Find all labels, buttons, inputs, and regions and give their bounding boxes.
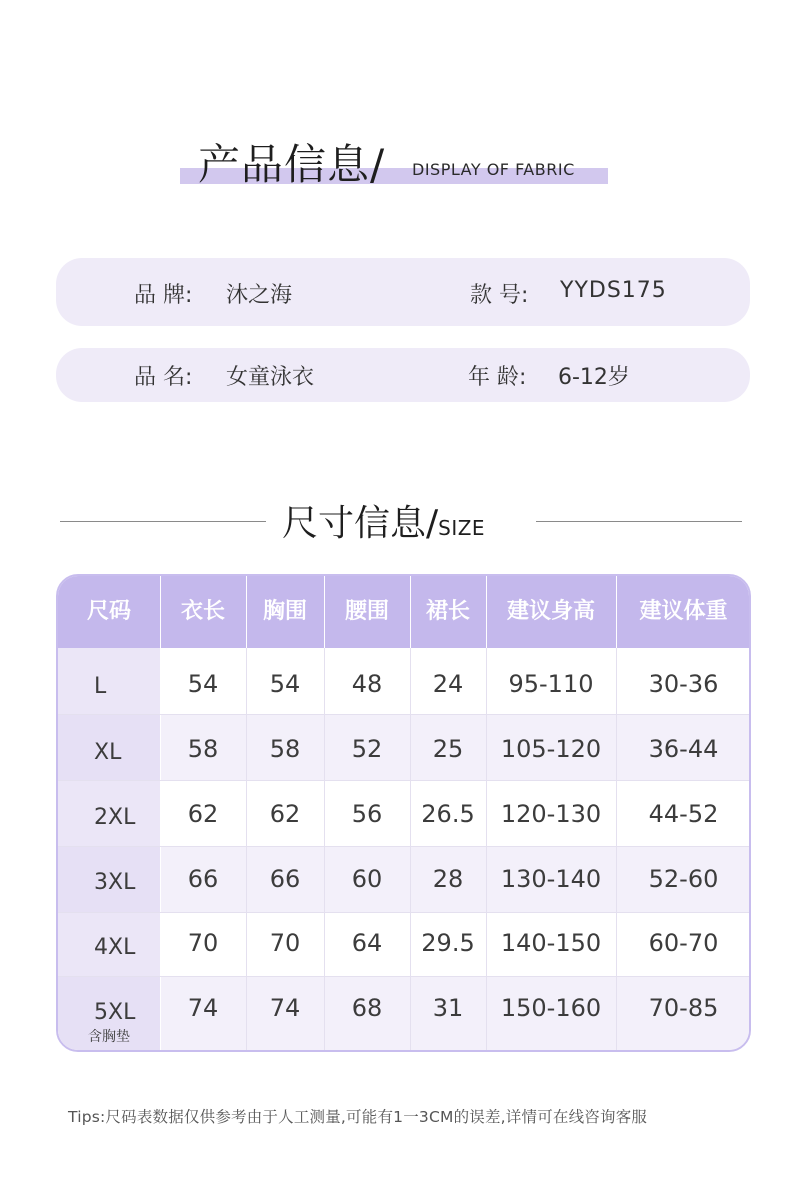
style-no-label: 款 号: bbox=[470, 283, 529, 308]
info-row-name bbox=[56, 348, 750, 402]
cell-waist: 60 bbox=[351, 865, 383, 893]
grid-vline bbox=[616, 576, 617, 648]
cell-skirt: 26.5 bbox=[421, 800, 475, 828]
cell-chest: 70 bbox=[269, 929, 301, 957]
grid-hline bbox=[58, 714, 749, 715]
cell-height: 105-120 bbox=[500, 735, 602, 763]
cell-weight: 52-60 bbox=[648, 865, 719, 893]
tips-note: Tips:尺码表数据仅供参考由于人工测量,可能有1一3CM的误差,详情可在线咨询客服 bbox=[68, 1108, 648, 1126]
cell-waist: 48 bbox=[351, 670, 383, 698]
cell-weight: 70-85 bbox=[648, 994, 719, 1022]
size-info-subtitle: SIZE bbox=[438, 516, 486, 540]
grid-vline bbox=[246, 576, 247, 648]
brand-label: 品 牌: bbox=[134, 283, 193, 308]
grid-hline bbox=[58, 846, 749, 847]
info-row-brand bbox=[56, 258, 750, 326]
size-2XL: 2XL bbox=[94, 805, 136, 830]
header-chest: 胸围 bbox=[262, 599, 307, 624]
cell-skirt: 28 bbox=[432, 865, 464, 893]
cell-height: 95-110 bbox=[508, 670, 594, 698]
cell-height: 130-140 bbox=[500, 865, 602, 893]
grid-vline bbox=[486, 576, 487, 648]
cell-chest: 54 bbox=[269, 670, 301, 698]
cell-length: 74 bbox=[187, 994, 219, 1022]
grid-hline bbox=[58, 976, 749, 977]
cell-waist: 52 bbox=[351, 735, 383, 763]
grid-hline bbox=[58, 912, 749, 913]
grid-hline bbox=[58, 780, 749, 781]
grid-vline bbox=[410, 576, 411, 648]
cell-chest: 62 bbox=[269, 800, 301, 828]
product-info-heading bbox=[180, 128, 610, 188]
cell-height: 120-130 bbox=[500, 800, 602, 828]
age-value: 6-12岁 bbox=[558, 365, 630, 390]
cell-length: 70 bbox=[187, 929, 219, 957]
size-info-title bbox=[282, 495, 485, 546]
size-L: L bbox=[94, 674, 107, 699]
size-cell-bg bbox=[58, 648, 160, 714]
header-skirt-length: 裙长 bbox=[425, 599, 470, 624]
grid-vline bbox=[616, 648, 617, 1052]
cell-length: 58 bbox=[187, 735, 219, 763]
size-table bbox=[56, 574, 751, 1052]
size-note: 含胸垫 bbox=[88, 1029, 130, 1045]
age-label: 年 龄: bbox=[468, 365, 527, 390]
size-4XL: 4XL bbox=[94, 935, 136, 960]
product-name-value: 女童泳衣 bbox=[226, 365, 315, 390]
header-length: 衣长 bbox=[180, 599, 225, 624]
cell-skirt: 29.5 bbox=[421, 929, 475, 957]
cell-length: 54 bbox=[187, 670, 219, 698]
divider-left bbox=[60, 521, 266, 522]
size-info-title-text: 尺寸信息/ bbox=[282, 503, 439, 544]
grid-vline bbox=[410, 648, 411, 1052]
cell-height: 140-150 bbox=[500, 929, 602, 957]
header-weight: 建议体重 bbox=[639, 599, 728, 624]
cell-weight: 30-36 bbox=[648, 670, 719, 698]
size-info-heading bbox=[0, 495, 790, 545]
cell-chest: 74 bbox=[269, 994, 301, 1022]
divider-right bbox=[536, 521, 742, 522]
grid-vline bbox=[486, 648, 487, 1052]
cell-chest: 66 bbox=[269, 865, 301, 893]
cell-length: 62 bbox=[187, 800, 219, 828]
size-5XL: 5XL bbox=[94, 1000, 136, 1025]
size-3XL: 3XL bbox=[94, 870, 136, 895]
cell-waist: 64 bbox=[351, 929, 383, 957]
cell-waist: 68 bbox=[351, 994, 383, 1022]
cell-skirt: 24 bbox=[432, 670, 464, 698]
brand-value: 沐之海 bbox=[226, 283, 293, 308]
cell-skirt: 31 bbox=[432, 994, 464, 1022]
size-XL: XL bbox=[94, 740, 122, 765]
cell-waist: 56 bbox=[351, 800, 383, 828]
cell-weight: 60-70 bbox=[648, 929, 719, 957]
cell-weight: 36-44 bbox=[648, 735, 719, 763]
cell-length: 66 bbox=[187, 865, 219, 893]
grid-vline bbox=[324, 576, 325, 648]
style-no-value: YYDS175 bbox=[560, 278, 667, 303]
product-info-subtitle: DISPLAY OF FABRIC bbox=[412, 160, 575, 179]
grid-vline bbox=[246, 648, 247, 1052]
header-size: 尺码 bbox=[86, 599, 131, 624]
product-info-title: 产品信息/ bbox=[198, 140, 386, 189]
cell-weight: 44-52 bbox=[648, 800, 719, 828]
header-waist: 腰围 bbox=[344, 599, 389, 624]
product-name-label: 品 名: bbox=[134, 365, 193, 390]
cell-height: 150-160 bbox=[500, 994, 602, 1022]
grid-vline bbox=[324, 648, 325, 1052]
size-table-header bbox=[58, 576, 749, 648]
header-height: 建议身高 bbox=[506, 599, 595, 624]
cell-chest: 58 bbox=[269, 735, 301, 763]
cell-skirt: 25 bbox=[432, 735, 464, 763]
